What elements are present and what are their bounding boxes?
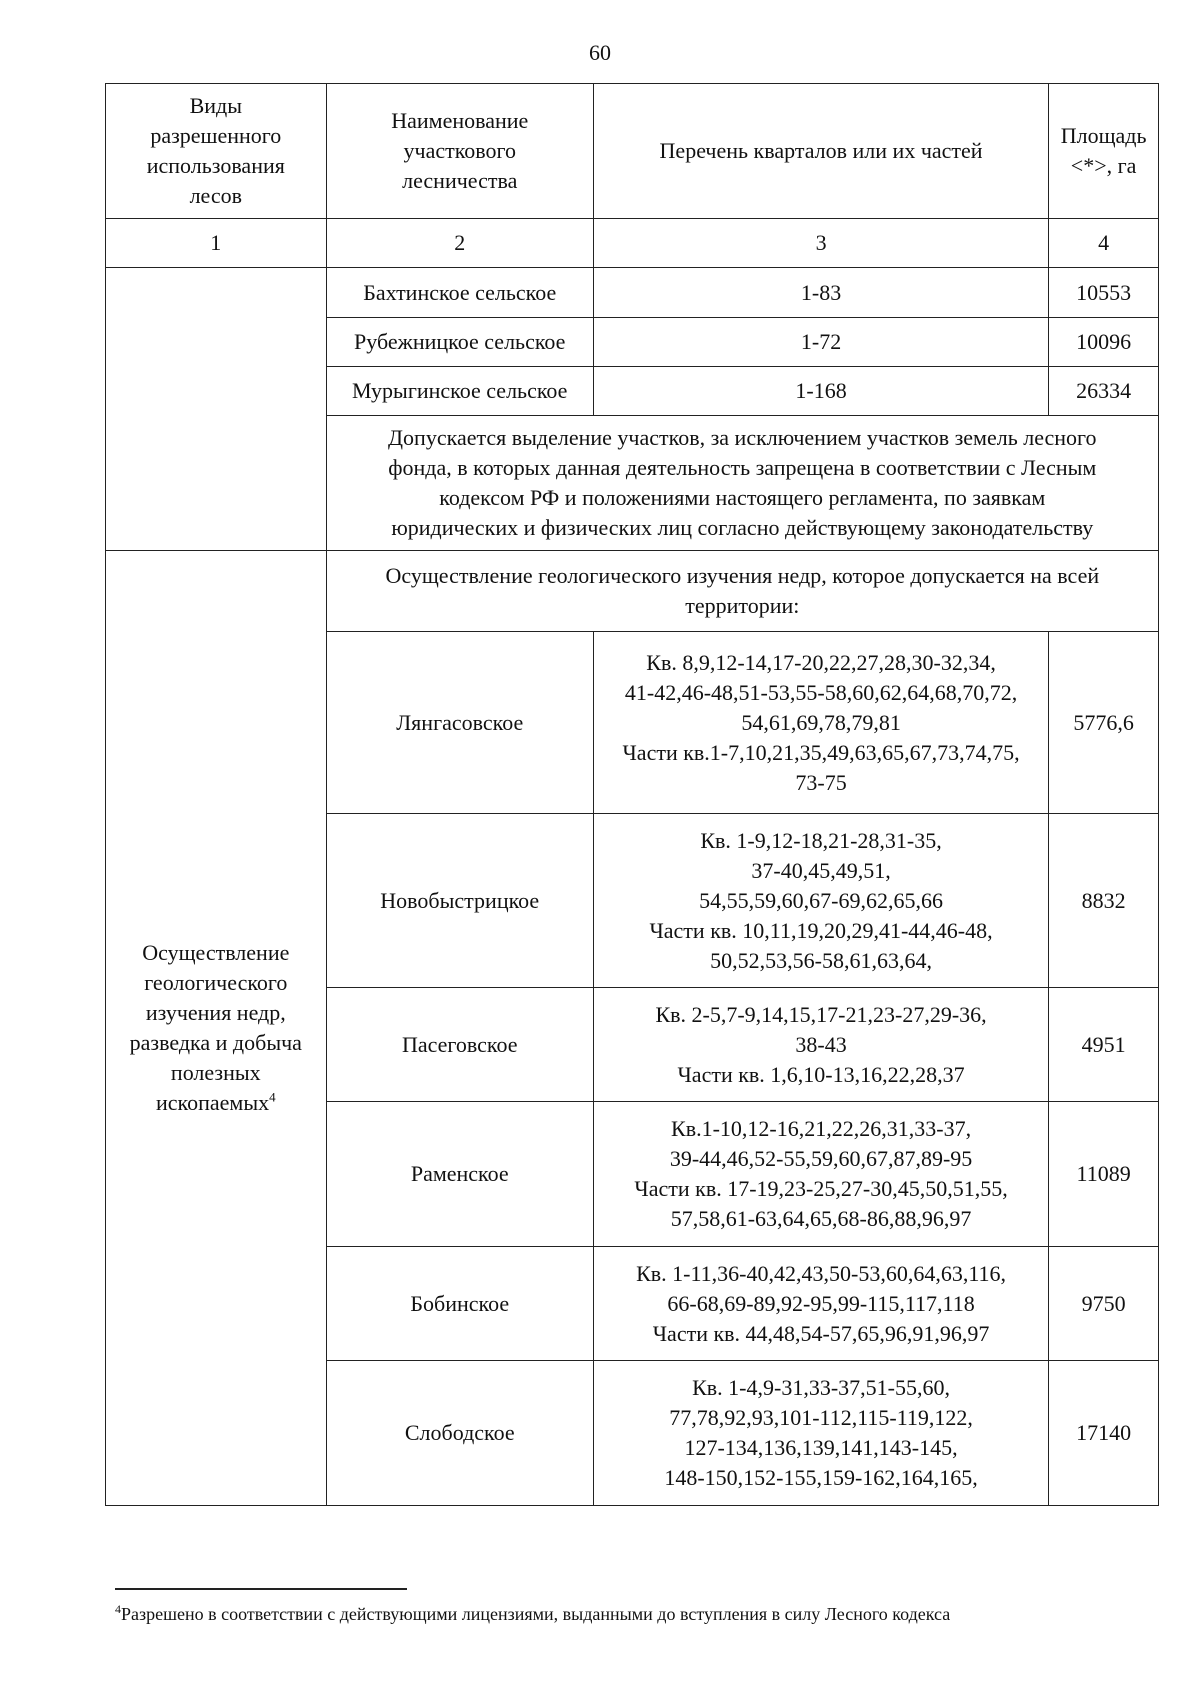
column-number: 2 — [326, 219, 593, 268]
page-number: 60 — [589, 40, 611, 65]
use-type-empty-cell — [106, 268, 327, 551]
quarters-list: 1-83 — [593, 268, 1048, 318]
area-value: 11089 — [1049, 1102, 1159, 1247]
footnote-text: Разрешено в соответствии с действующими лицензиями, выданными до вступления в силу Лесного кодекса — [121, 1604, 951, 1624]
area-value: 4951 — [1049, 988, 1159, 1102]
forestry-name: Лянгасовское — [326, 632, 593, 814]
forestry-name: Бобинское — [326, 1247, 593, 1361]
footnote-divider — [115, 1588, 407, 1590]
header-area: Площадь <*>, га — [1049, 84, 1159, 219]
area-value: 10553 — [1049, 268, 1159, 318]
geological-intro-text: Осуществление геологического изучения недр, которое допускается на всей территории: — [326, 551, 1158, 632]
area-value: 9750 — [1049, 1247, 1159, 1361]
header-quarters-list: Перечень кварталов или их частей — [593, 84, 1048, 219]
forestry-name: Бахтинское сельское — [326, 268, 593, 318]
area-value: 8832 — [1049, 814, 1159, 988]
area-value: 17140 — [1049, 1361, 1159, 1506]
quarters-list: 1-72 — [593, 318, 1048, 367]
quarters-list: Кв. 1-9,12-18,21-28,31-35, 37-40,45,49,51, 54,55,59,60,67-69,62,65,66 Части кв. 10,11,19,20,29,41-44,46-48, 50,52,53,56-58,61,63,64, — [593, 814, 1048, 988]
forestry-name: Рубежницкое сельское — [326, 318, 593, 367]
allocation-note: Допускается выделение участков, за исключением участков земель лесного фонда, в которых данная деятельность запрещена в соответствии с Лесным кодексом РФ и положениями настоящего регламента, по заявкам юридических и физических лиц согласно действующему законодательству — [326, 416, 1158, 551]
forestry-name: Слободское — [326, 1361, 593, 1506]
quarters-list: Кв.1-10,12-16,21,22,26,31,33-37, 39-44,46,52-55,59,60,67,87,89-95 Части кв. 17-19,23-25,27-30,45,50,51,55, 57,58,61-63,64,65,68-86,88,96,97 — [593, 1102, 1048, 1247]
header-forestry-name: Наименование участкового лесничества — [326, 84, 593, 219]
table-row — [106, 268, 1159, 318]
quarters-list: Кв. 8,9,12-14,17-20,22,27,28,30-32,34, 41-42,46-48,51-53,55-58,60,62,64,68,70,72, 54,61,69,78,79,81 Части кв.1-7,10,21,35,49,63,65,67,73,74,75, 73-75 — [593, 632, 1048, 814]
area-value: 26334 — [1049, 367, 1159, 416]
forestry-name: Мурыгинское сельское — [326, 367, 593, 416]
column-number: 4 — [1049, 219, 1159, 268]
forestry-name: Пасеговское — [326, 988, 593, 1102]
quarters-list: Кв. 1-11,36-40,42,43,50-53,60,64,63,116, 66-68,69-89,92-95,99-115,117,118 Части кв. 44,48,54-57,65,96,91,96,97 — [593, 1247, 1048, 1361]
quarters-list: 1-168 — [593, 367, 1048, 416]
area-value: 5776,6 — [1049, 632, 1159, 814]
forestry-name: Новобыстрицкое — [326, 814, 593, 988]
forest-use-table — [105, 83, 1159, 1506]
intro-row — [106, 551, 1159, 632]
column-numbers-row — [106, 219, 1159, 268]
footnote-marker[interactable]: 4 — [269, 1089, 276, 1105]
header-row — [106, 84, 1159, 219]
use-type-geological: Осуществление геологического изучения недр, разведка и добыча полезных ископаемых$^4$ — [106, 551, 327, 1506]
quarters-list: Кв. 2-5,7-9,14,15,17-21,23-27,29-36, 38-43 Части кв. 1,6,10-13,16,22,28,37 — [593, 988, 1048, 1102]
column-number: 1 — [106, 219, 327, 268]
forestry-name: Раменское — [326, 1102, 593, 1247]
footnote — [115, 1602, 1115, 1626]
header-use-type: Виды разрешенного использования лесов — [106, 84, 327, 219]
column-number: 3 — [593, 219, 1048, 268]
quarters-list: Кв. 1-4,9-31,33-37,51-55,60, 77,78,92,93,101-112,115-119,122, 127-134,136,139,141,143-145, 148-150,152-155,159-162,164,165, — [593, 1361, 1048, 1506]
area-value: 10096 — [1049, 318, 1159, 367]
footnote-number: 4 — [115, 1602, 121, 1616]
